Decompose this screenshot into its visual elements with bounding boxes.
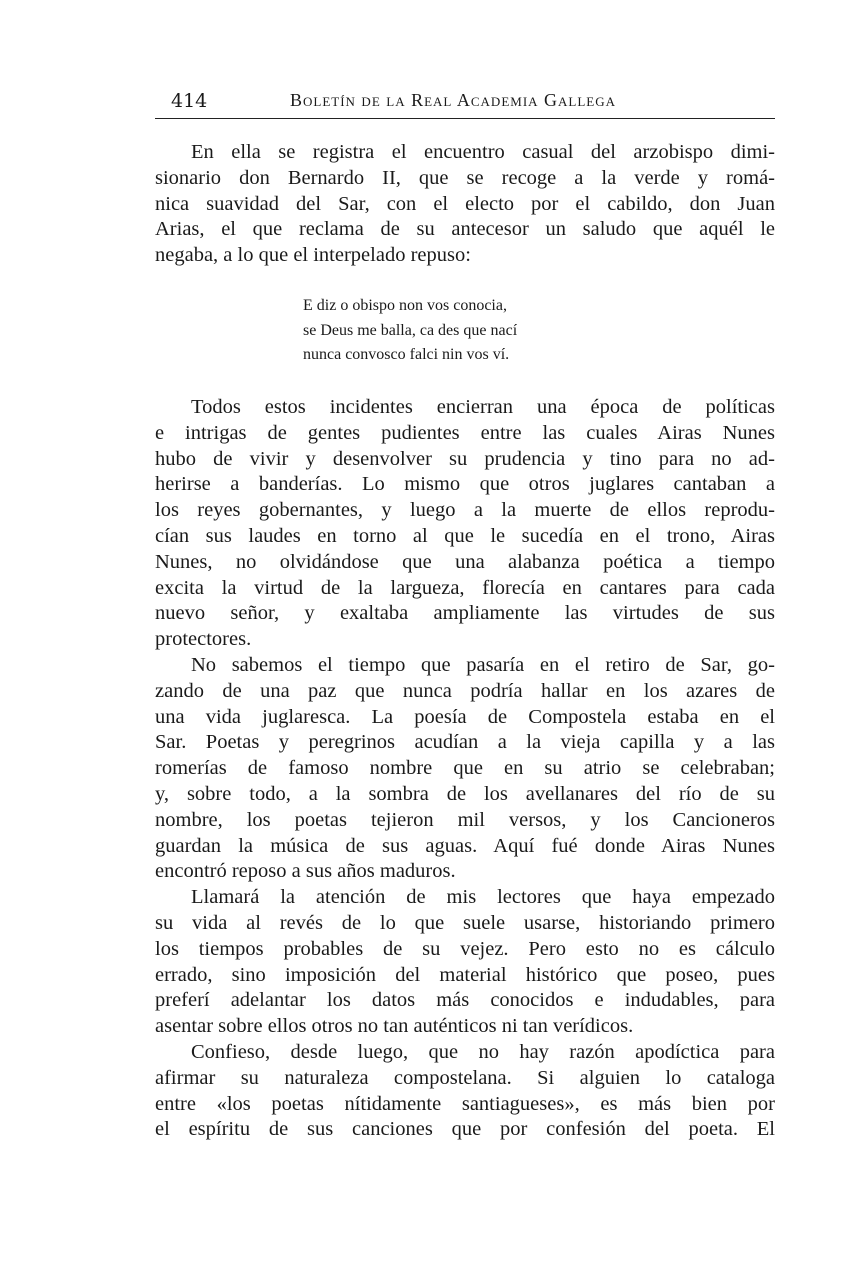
- paragraph-3: [155, 653, 775, 885]
- header-rule: [155, 118, 775, 119]
- text-line: e intrigas de gentes pudientes entre las cuales Airas Nunes: [155, 421, 775, 444]
- text-line: Todos estos incidentes encierran una época de políticas: [191, 396, 775, 418]
- text-line: los reyes gobernantes, y luego a la muerte de ellos reprodu-: [155, 499, 775, 522]
- text-line: Confieso, desde luego, que no hay razón apodíctica para: [191, 1040, 775, 1063]
- text-line: nuevo señor, y exaltaba ampliamente las virtudes de sus: [155, 602, 775, 625]
- text-line: Sar. Poetas y peregrinos acudían a la vieja capilla y a las: [155, 731, 775, 754]
- text-line: excita la virtud de la largueza, florecía en cantares para cada: [155, 576, 775, 599]
- paragraph-5: [155, 1040, 775, 1143]
- text-line: Llamará la atención de mis lectores que haya empezado: [191, 886, 775, 909]
- text-line: Nunes, no olvidándose que una alabanza poética a tiempo: [155, 550, 775, 573]
- text-line: una vida juglaresca. La poesía de Compostela estaba en el: [155, 705, 775, 728]
- text-line: protectores.: [155, 628, 252, 651]
- text-line: sionario don Bernardo II, que se recoge a la verde y romá-: [155, 166, 775, 189]
- body-text: [155, 395, 775, 1143]
- text-line: el espíritu de sus canciones que por confesión del poeta. El: [155, 1118, 775, 1141]
- text-line: y, sobre todo, a la sombra de los avellanares del río de su: [155, 782, 775, 805]
- text-line: hubo de vivir y desenvolver su prudencia y tino para no ad-: [155, 447, 775, 470]
- verse-line: E diz o obispo non vos conocia,: [303, 297, 507, 314]
- paragraph-1: [155, 140, 775, 269]
- text-line: errado, sino imposición del material histórico que poseo, pues: [155, 963, 775, 986]
- text-line: encontró reposo a sus años maduros.: [155, 860, 456, 883]
- page-number: 414: [171, 90, 208, 112]
- text-line: asentar sobre ellos otros no tan auténticos ni tan verídicos.: [155, 1015, 634, 1038]
- verse-quote: [303, 294, 517, 368]
- text-line: herirse a banderías. Lo mismo que otros juglares cantaban a: [155, 473, 775, 496]
- text-line: los tiempos probables de su vejez. Pero esto no es cálculo: [155, 937, 775, 960]
- text-line: No sabemos el tiempo que pasaría en el retiro de Sar, go-: [191, 653, 775, 676]
- text-line: afirmar su naturaleza compostelana. Si alguien lo cataloga: [155, 1066, 775, 1089]
- text-line: su vida al revés de lo que suele usarse, historiando primero: [155, 911, 775, 934]
- text-line: romerías de famoso nombre que en su atrio se celebraban;: [155, 757, 775, 780]
- text-line: Arias, el que reclama de su antecesor un saludo que aquél le: [155, 218, 775, 241]
- text-line: negaba, a lo que el interpelado repuso:: [155, 244, 471, 267]
- verse-line: nunca convosco falci nin vos ví.: [303, 346, 510, 363]
- paragraph-2: [155, 395, 775, 653]
- text-line: zando de una paz que nunca podría hallar en los azares de: [155, 679, 775, 702]
- verse-line: se Deus me balla, ca des que nací: [303, 321, 518, 339]
- paragraph-4: [155, 885, 775, 1040]
- text-line: entre «los poetas nítidamente santiagueses», es más bien por: [155, 1092, 775, 1115]
- text-line: nombre, los poetas tejieron mil versos, y los Cancioneros: [155, 808, 775, 831]
- text-line: guardan la música de sus aguas. Aquí fué donde Airas Nunes: [155, 834, 775, 857]
- running-title: Boletín de la Real Academia Gallega: [290, 90, 617, 110]
- text-line: cían sus laudes en torno al que le sucedía en el trono, Airas: [155, 524, 775, 547]
- text-line: En ella se registra el encuentro casual del arzobispo dimi-: [191, 141, 775, 163]
- text-line: preferí adelantar los datos más conocidos e indudables, para: [155, 989, 775, 1012]
- text-line: nica suavidad del Sar, con el electo por el cabildo, don Juan: [155, 192, 775, 215]
